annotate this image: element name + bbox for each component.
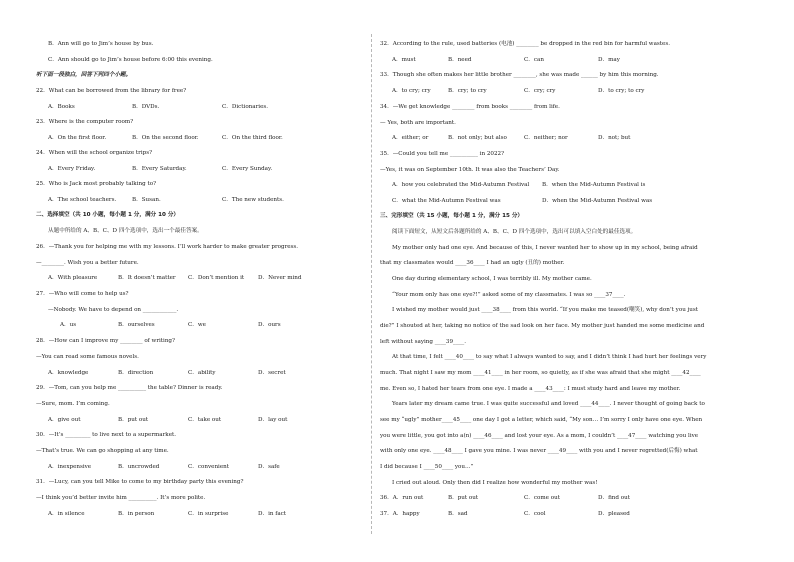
passage-line-9: much. That night I saw my mom ____41____ in her room, so quietly, as if she was afraid that she might ____42____ (380, 370, 701, 376)
q31-option-c: C．in surprise (188, 511, 229, 517)
q23-option-a: A．On the first floor. (48, 135, 107, 141)
q25-option-b: B．Susan. (132, 197, 161, 203)
q37-option-d: D．pleased (598, 511, 630, 517)
question-24: 24．When will the school organize trips? (36, 150, 153, 156)
passage-line-4: “Your mom only has one eye?!” asked some of my classmates. I was so ____37____. (392, 292, 626, 298)
q36-option-b: B．put out (448, 495, 479, 501)
question-31: 31．—Lucy, can you tell Mike to come to my birthday party this evening? (36, 479, 244, 485)
q22-option-b: B．DVDs. (132, 104, 160, 110)
q37-option-b: B．sad (448, 511, 468, 517)
q26-option-c: C．Don’t mention it (188, 275, 245, 281)
passage-line-11: Years later my dream came true. I was quite successful and loved ____44____. I never thought of going back to (392, 401, 705, 407)
q35-option-a: A．how you celebrated the Mid-Autumn Festival (392, 182, 530, 188)
question-22: 22．What can be borrowed from the library for free? (36, 88, 187, 94)
question-27: 27．—Who will come to help us? (36, 291, 129, 297)
q25-option-a: A．The school teachers. (48, 197, 117, 203)
q28-option-a: A．knowledge (48, 370, 89, 376)
q27-option-b: B．ourselves (118, 322, 155, 328)
q24-option-c: C．Every Sunday. (222, 166, 273, 172)
q33-option-c: C．cry; cry (524, 88, 556, 94)
q28-option-c: C．ability (188, 370, 216, 376)
question-34-response: — Yes, both are important. (380, 120, 456, 126)
q36-option-d: D．find out (598, 495, 630, 501)
q24-option-a: A．Every Friday. (48, 166, 96, 172)
passage-line-14: with only one eye. ____48____ I gave you mine. I was never ____49____ with you and I never regretted(后悔) what (380, 448, 698, 454)
question-23: 23．Where is the computer room? (36, 119, 134, 125)
q34-option-c: C．neither; nor (524, 135, 568, 141)
q34-option-a: A．either; or (392, 135, 429, 141)
q27-option-d: D．ours (258, 322, 281, 328)
left-column (36, 0, 376, 562)
q29-option-d: D．lay out (258, 417, 288, 423)
q33-option-b: B．cry; to cry (448, 88, 487, 94)
q27-option-c: C．we (188, 322, 206, 328)
passage-line-1: My mother only had one eye. And because of this, I never wanted her to show up in my school, being afraid (392, 245, 698, 251)
q36-option-a: 36．A．run out (380, 495, 424, 501)
q28-option-d: D．secret (258, 370, 286, 376)
q26-option-b: B．It doesn’t matter (118, 275, 176, 281)
section-3-instruction: 阅读下面短文，从短文后各题所给的 A、B、C、D 四个选项中，选出可以填入空白处的最佳选项。 (392, 229, 637, 235)
q28-option-b: B．direction (118, 370, 154, 376)
question-30-response: —That’s true. We can go shopping at any time. (36, 448, 169, 454)
listening-section-instruction: 听下面一段独白，回答下列四个小题。 (36, 72, 132, 78)
passage-line-13: you were little, you got into a(n) ____46____ and lost your eye. As a mom, I couldn’t ____47____ watching you live (380, 433, 699, 439)
q27-option-a: A．us (60, 322, 77, 328)
q33-option-a: A．to cry; cry (392, 88, 431, 94)
question-31-response: —I think you’d better invite him __________. It’s more polite. (36, 495, 206, 501)
q29-option-c: C．take out (188, 417, 222, 423)
question-28-response: —You can read some famous novels. (36, 354, 139, 360)
question-29-response: —Sure, mom. I’m coming. (36, 401, 110, 407)
question-27-response: —Nobody. We have to depend on ____________. (48, 307, 179, 313)
q26-option-a: A．With pleasure (48, 275, 98, 281)
q31-option-d: D．in fact (258, 511, 287, 517)
q31-option-b: B．in person (118, 511, 155, 517)
q31-option-a: A．in silence (48, 511, 85, 517)
q30-option-c: C．convenient (188, 464, 229, 470)
q23-option-c: C．On the third floor. (222, 135, 283, 141)
section-2-instruction: 从题中所给的 A、B、C、D 四个选项中，选出一个最佳答案。 (48, 228, 203, 234)
q35-option-d: D．when the Mid-Autumn Festival was (542, 198, 653, 204)
q32-option-a: A．must (392, 57, 416, 63)
section-3-heading: 三、完形填空（共 15 小题，每小题 1 分，满分 15 分） (380, 213, 524, 219)
passage-line-2: that my classmates would ____36____ I had an ugly (丑的) mother. (380, 260, 565, 266)
section-2-heading: 二、选择填空（共 10 小题，每小题 1 分，满分 10 分） (36, 212, 180, 218)
q30-option-a: A．inexpensive (48, 464, 92, 470)
q37-option-a: 37．A．happy (380, 511, 420, 517)
q34-option-b: B．not only; but also (448, 135, 507, 141)
q26-option-d: D．Never mind (258, 275, 302, 281)
q21-option-b: B．Ann will go to Jim’s house by bus. (48, 41, 154, 47)
q35-option-c: C．what the Mid-Autumn Festival was (392, 198, 501, 204)
passage-line-15: I did because I ____50____ you…” (380, 464, 474, 470)
question-33: 33．Though she often makes her little brother ________, she was made ______ by him this morning. (380, 72, 659, 78)
question-35: 35．—Could you tell me __________ in 2022? (380, 151, 505, 157)
question-26: 26．—Thank you for helping me with my lessons. I’ll work harder to make greater progress. (36, 244, 299, 250)
q33-option-d: D．to cry; to cry (598, 88, 645, 94)
q24-option-b: B．Every Saturday. (132, 166, 187, 172)
q36-option-c: C．come out (524, 495, 560, 501)
q32-option-c: C．can (524, 57, 544, 63)
question-32: 32．According to the rule, used batteries (电池) ________ be dropped in the red bin for harmful wastes. (380, 41, 670, 47)
q32-option-b: B．need (448, 57, 472, 63)
q23-option-b: B．On the second floor. (132, 135, 199, 141)
passage-line-6: die?” I shouted at her, taking no notice of the sad look on her face. My mother just handed me some medicine and (380, 323, 705, 329)
q37-option-c: C．cool (524, 511, 546, 517)
passage-line-8: At that time, I felt ____40____ to say what I always wanted to say, and I didn’t think I had hurt her feelings very (392, 354, 707, 360)
question-35-response: —Yes, it was on September 10th. It was also the Teachers’ Day. (380, 167, 560, 173)
question-28: 28．—How can I improve my ________ of writing? (36, 338, 175, 344)
passage-line-5: I wished my mother would just ____38____ from this world. “If you make me teased(嘲笑), why don’t you just (392, 307, 699, 313)
question-30: 30．—It’s _________ to live next to a supermarket. (36, 432, 177, 438)
q29-option-b: B．put out (118, 417, 149, 423)
q30-option-b: B．uncrowded (118, 464, 160, 470)
q30-option-d: D．safe (258, 464, 280, 470)
passage-line-12: see my “ugly” mother____45____ one day I got a letter, which said, “My son… I’m sorry I only have one eye. When (380, 417, 703, 423)
question-29: 29．—Tom, can you help me __________ the table? Dinner is ready. (36, 385, 223, 391)
q32-option-d: D．may (598, 57, 620, 63)
question-34: 34．—We get knowledge ________ from books ________ from life. (380, 104, 560, 110)
passage-line-7: left without saying ____39____. (380, 339, 467, 345)
passage-line-10: me. Even so, I hated her tears from one eye. I made a ____43____: I must study hard and leave my mother. (380, 386, 681, 392)
q22-option-c: C．Dictionaries. (222, 104, 269, 110)
right-column (380, 0, 720, 562)
q29-option-a: A．give out (48, 417, 81, 423)
passage-line-16: I cried out aloud. Only then did I realize how wonderful my mother was! (392, 480, 598, 486)
q21-option-c: C．Ann should go to Jim’s house before 6:00 this evening. (48, 57, 213, 63)
question-25: 25．Who is Jack most probably talking to? (36, 181, 157, 187)
q22-option-a: A．Books (48, 104, 75, 110)
q34-option-d: D．not; but (598, 135, 631, 141)
passage-line-3: One day during elementary school, I was terribly ill. My mother came. (392, 276, 592, 282)
q25-option-c: C．The new students. (222, 197, 284, 203)
question-26-response: —________. Wish you a better future. (36, 260, 139, 266)
q35-option-b: B．when the Mid-Autumn Festival is (542, 182, 646, 188)
